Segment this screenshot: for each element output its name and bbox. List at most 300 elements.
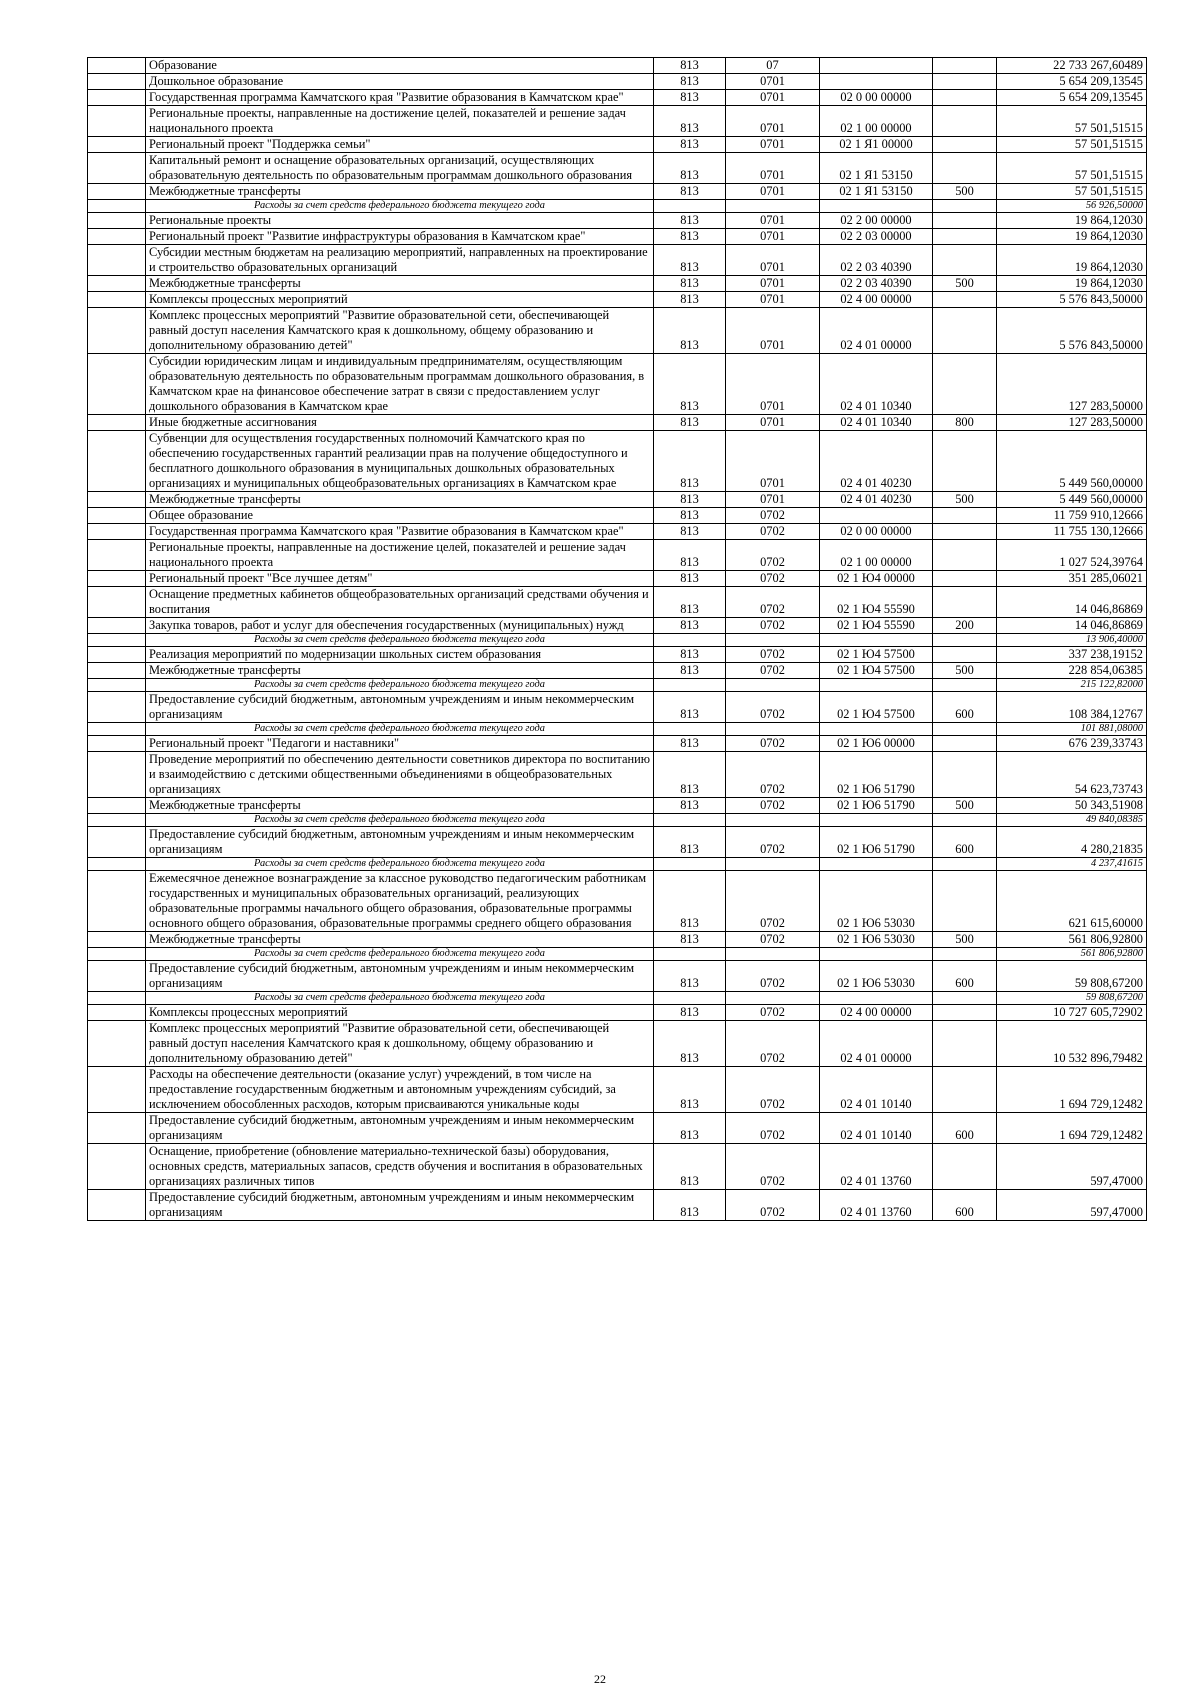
expense-type-cell — [933, 1021, 997, 1067]
table-row — [88, 647, 1147, 663]
expense-type-cell — [933, 814, 997, 827]
page-number: 22 — [594, 1672, 606, 1686]
item-name-cell: Капитальный ремонт и оснащение образовательных организаций, осуществляющих образовательную деятельность по образовательным программам дошкольного образования — [146, 153, 654, 184]
expense-type-cell — [933, 723, 997, 736]
grbs-code-cell: 813 — [654, 58, 726, 74]
amount-cell: 57 501,51515 — [997, 184, 1147, 200]
grbs-code-cell — [654, 948, 726, 961]
row-number-cell — [88, 618, 146, 634]
table-row — [88, 1144, 1147, 1190]
amount-cell: 5 576 843,50000 — [997, 308, 1147, 354]
table-row — [88, 508, 1147, 524]
row-number-cell — [88, 948, 146, 961]
table-row — [88, 871, 1147, 932]
amount-cell: 49 840,08385 — [997, 814, 1147, 827]
target-article-cell — [820, 679, 933, 692]
grbs-code-cell — [654, 200, 726, 213]
grbs-code-cell: 813 — [654, 90, 726, 106]
table-row — [88, 663, 1147, 679]
table-row — [88, 692, 1147, 723]
expense-type-cell — [933, 106, 997, 137]
section-code-cell: 0701 — [726, 308, 820, 354]
grbs-code-cell: 813 — [654, 540, 726, 571]
item-name-cell: Комплексы процессных мероприятий — [146, 1005, 654, 1021]
section-code-cell — [726, 814, 820, 827]
row-number-cell — [88, 679, 146, 692]
table-row — [88, 798, 1147, 814]
section-code-cell — [726, 992, 820, 1005]
table-row — [88, 1113, 1147, 1144]
item-name-cell: Государственная программа Камчатского края "Развитие образования в Камчатском крае" — [146, 524, 654, 540]
item-name-cell: Расходы за счет средств федерального бюджета текущего года — [146, 858, 654, 871]
expense-type-cell — [933, 354, 997, 415]
grbs-code-cell: 813 — [654, 736, 726, 752]
grbs-code-cell: 813 — [654, 492, 726, 508]
target-article-cell — [820, 992, 933, 1005]
section-code-cell: 0701 — [726, 137, 820, 153]
target-article-cell: 02 1 Ю6 00000 — [820, 736, 933, 752]
expense-type-cell — [933, 647, 997, 663]
item-name-cell: Региональные проекты, направленные на достижение целей, показателей и решение задач национального проекта — [146, 540, 654, 571]
target-article-cell: 02 1 Я1 53150 — [820, 153, 933, 184]
amount-cell: 57 501,51515 — [997, 137, 1147, 153]
section-code-cell: 0702 — [726, 1190, 820, 1221]
expense-type-cell: 600 — [933, 961, 997, 992]
table-row — [88, 618, 1147, 634]
table-row — [88, 308, 1147, 354]
table-row — [88, 153, 1147, 184]
target-article-cell: 02 1 00 00000 — [820, 540, 933, 571]
amount-cell: 59 808,67200 — [997, 961, 1147, 992]
table-row — [88, 276, 1147, 292]
amount-cell: 561 806,92800 — [997, 932, 1147, 948]
grbs-code-cell: 813 — [654, 647, 726, 663]
table-row — [88, 571, 1147, 587]
grbs-code-cell: 813 — [654, 245, 726, 276]
section-code-cell: 0702 — [726, 647, 820, 663]
amount-cell: 337 238,19152 — [997, 647, 1147, 663]
section-code-cell: 0702 — [726, 1113, 820, 1144]
section-code-cell: 0702 — [726, 524, 820, 540]
expense-type-cell: 500 — [933, 184, 997, 200]
amount-cell: 19 864,12030 — [997, 276, 1147, 292]
item-name-cell: Образование — [146, 58, 654, 74]
federal-funds-row — [88, 948, 1147, 961]
amount-cell: 5 449 560,00000 — [997, 492, 1147, 508]
row-number-cell — [88, 431, 146, 492]
grbs-code-cell: 813 — [654, 663, 726, 679]
target-article-cell: 02 4 01 40230 — [820, 431, 933, 492]
amount-cell: 351 285,06021 — [997, 571, 1147, 587]
amount-cell: 19 864,12030 — [997, 213, 1147, 229]
expense-type-cell: 600 — [933, 1113, 997, 1144]
section-code-cell: 0702 — [726, 571, 820, 587]
target-article-cell: 02 1 Ю6 51790 — [820, 827, 933, 858]
amount-cell: 1 027 524,39764 — [997, 540, 1147, 571]
expense-type-cell: 500 — [933, 798, 997, 814]
amount-cell: 14 046,86869 — [997, 587, 1147, 618]
amount-cell: 597,47000 — [997, 1190, 1147, 1221]
table-row — [88, 415, 1147, 431]
expense-type-cell — [933, 200, 997, 213]
item-name-cell: Расходы за счет средств федерального бюджета текущего года — [146, 679, 654, 692]
expense-type-cell — [933, 90, 997, 106]
grbs-code-cell: 813 — [654, 213, 726, 229]
item-name-cell: Расходы за счет средств федерального бюджета текущего года — [146, 723, 654, 736]
table-row — [88, 961, 1147, 992]
section-code-cell: 0701 — [726, 184, 820, 200]
target-article-cell: 02 4 01 00000 — [820, 1021, 933, 1067]
expense-type-cell — [933, 74, 997, 90]
row-number-cell — [88, 153, 146, 184]
target-article-cell: 02 1 Ю4 55590 — [820, 618, 933, 634]
section-code-cell: 0701 — [726, 106, 820, 137]
grbs-code-cell — [654, 858, 726, 871]
section-code-cell: 0702 — [726, 871, 820, 932]
amount-cell: 10 532 896,79482 — [997, 1021, 1147, 1067]
grbs-code-cell: 813 — [654, 106, 726, 137]
target-article-cell: 02 1 Я1 53150 — [820, 184, 933, 200]
target-article-cell — [820, 508, 933, 524]
section-code-cell: 0701 — [726, 229, 820, 245]
section-code-cell: 0702 — [726, 540, 820, 571]
section-code-cell: 0701 — [726, 354, 820, 415]
table-row — [88, 492, 1147, 508]
row-number-cell — [88, 663, 146, 679]
target-article-cell: 02 4 00 00000 — [820, 1005, 933, 1021]
table-row — [88, 213, 1147, 229]
grbs-code-cell: 813 — [654, 932, 726, 948]
grbs-code-cell: 813 — [654, 524, 726, 540]
expense-type-cell — [933, 1144, 997, 1190]
row-number-cell — [88, 213, 146, 229]
expense-type-cell — [933, 292, 997, 308]
item-name-cell: Ежемесячное денежное вознаграждение за классное руководство педагогическим работникам государственных и муниципальных образовательных организаций, реализующих образовательные программы начального общего образования, образовательные программы основного общего образования, образовательные программы среднего общего образования — [146, 871, 654, 932]
expense-type-cell — [933, 540, 997, 571]
item-name-cell: Расходы на обеспечение деятельности (оказание услуг) учреждений, в том числе на предоставление государственным бюджетным и автономным учреждениям субсидий, за исключением обособленных расходов, которым присваиваются уникальные коды — [146, 1067, 654, 1113]
table-row — [88, 1005, 1147, 1021]
target-article-cell: 02 1 Ю4 57500 — [820, 647, 933, 663]
item-name-cell: Региональный проект "Поддержка семьи" — [146, 137, 654, 153]
item-name-cell: Реализация мероприятий по модернизации школьных систем образования — [146, 647, 654, 663]
section-code-cell: 0701 — [726, 492, 820, 508]
expense-type-cell — [933, 245, 997, 276]
section-code-cell: 0702 — [726, 752, 820, 798]
row-number-cell — [88, 229, 146, 245]
expense-type-cell: 600 — [933, 827, 997, 858]
section-code-cell — [726, 723, 820, 736]
target-article-cell: 02 2 03 40390 — [820, 245, 933, 276]
item-name-cell: Оснащение предметных кабинетов общеобразовательных организаций средствами обучения и воспитания — [146, 587, 654, 618]
row-number-cell — [88, 58, 146, 74]
row-number-cell — [88, 571, 146, 587]
item-name-cell: Предоставление субсидий бюджетным, автономным учреждениям и иным некоммерческим организациям — [146, 692, 654, 723]
item-name-cell: Расходы за счет средств федерального бюджета текущего года — [146, 814, 654, 827]
row-number-cell — [88, 692, 146, 723]
amount-cell: 215 122,82000 — [997, 679, 1147, 692]
target-article-cell: 02 1 Ю6 53030 — [820, 961, 933, 992]
table-row — [88, 1021, 1147, 1067]
item-name-cell: Межбюджетные трансферты — [146, 184, 654, 200]
item-name-cell: Общее образование — [146, 508, 654, 524]
item-name-cell: Субсидии юридическим лицам и индивидуальным предпринимателям, осуществляющим образовательную деятельность по образовательным программам дошкольного образования, в Камчатском крае на финансовое обеспечение затрат в связи с предоставлением услуг дошкольного образования в Камчатском крае — [146, 354, 654, 415]
grbs-code-cell: 813 — [654, 798, 726, 814]
item-name-cell: Расходы за счет средств федерального бюджета текущего года — [146, 992, 654, 1005]
table-row — [88, 932, 1147, 948]
grbs-code-cell: 813 — [654, 1067, 726, 1113]
row-number-cell — [88, 508, 146, 524]
item-name-cell: Предоставление субсидий бюджетным, автономным учреждениям и иным некоммерческим организациям — [146, 1113, 654, 1144]
table-row — [88, 540, 1147, 571]
row-number-cell — [88, 587, 146, 618]
section-code-cell — [726, 858, 820, 871]
section-code-cell: 0701 — [726, 415, 820, 431]
target-article-cell: 02 4 00 00000 — [820, 292, 933, 308]
grbs-code-cell: 813 — [654, 871, 726, 932]
table-row — [88, 245, 1147, 276]
grbs-code-cell: 813 — [654, 1190, 726, 1221]
grbs-code-cell: 813 — [654, 571, 726, 587]
section-code-cell: 0702 — [726, 1067, 820, 1113]
expense-type-cell — [933, 1005, 997, 1021]
expense-type-cell — [933, 229, 997, 245]
section-code-cell: 0702 — [726, 1021, 820, 1067]
grbs-code-cell: 813 — [654, 153, 726, 184]
grbs-code-cell: 813 — [654, 229, 726, 245]
row-number-cell — [88, 524, 146, 540]
expense-type-cell — [933, 992, 997, 1005]
amount-cell: 14 046,86869 — [997, 618, 1147, 634]
row-number-cell — [88, 292, 146, 308]
target-article-cell: 02 2 03 00000 — [820, 229, 933, 245]
expense-type-cell — [933, 587, 997, 618]
target-article-cell: 02 0 00 00000 — [820, 524, 933, 540]
target-article-cell — [820, 200, 933, 213]
item-name-cell: Региональный проект "Педагоги и наставники" — [146, 736, 654, 752]
federal-funds-row — [88, 200, 1147, 213]
section-code-cell — [726, 948, 820, 961]
amount-cell: 4 237,41615 — [997, 858, 1147, 871]
grbs-code-cell: 813 — [654, 415, 726, 431]
expense-type-cell — [933, 524, 997, 540]
grbs-code-cell: 813 — [654, 692, 726, 723]
target-article-cell: 02 4 01 10340 — [820, 415, 933, 431]
row-number-cell — [88, 736, 146, 752]
table-row — [88, 58, 1147, 74]
grbs-code-cell: 813 — [654, 587, 726, 618]
row-number-cell — [88, 1005, 146, 1021]
section-code-cell: 07 — [726, 58, 820, 74]
target-article-cell: 02 1 Ю6 53030 — [820, 871, 933, 932]
federal-funds-row — [88, 634, 1147, 647]
target-article-cell: 02 1 Ю4 00000 — [820, 571, 933, 587]
grbs-code-cell: 813 — [654, 961, 726, 992]
row-number-cell — [88, 1144, 146, 1190]
amount-cell: 57 501,51515 — [997, 106, 1147, 137]
item-name-cell: Государственная программа Камчатского края "Развитие образования в Камчатском крае" — [146, 90, 654, 106]
federal-funds-row — [88, 723, 1147, 736]
expense-type-cell — [933, 308, 997, 354]
table-row — [88, 752, 1147, 798]
row-number-cell — [88, 90, 146, 106]
row-number-cell — [88, 961, 146, 992]
row-number-cell — [88, 723, 146, 736]
amount-cell: 13 906,40000 — [997, 634, 1147, 647]
table-row — [88, 736, 1147, 752]
target-article-cell: 02 4 01 13760 — [820, 1190, 933, 1221]
grbs-code-cell — [654, 679, 726, 692]
federal-funds-row — [88, 858, 1147, 871]
target-article-cell — [820, 858, 933, 871]
section-code-cell: 0701 — [726, 213, 820, 229]
amount-cell: 127 283,50000 — [997, 415, 1147, 431]
expense-type-cell: 500 — [933, 932, 997, 948]
expense-type-cell: 600 — [933, 1190, 997, 1221]
grbs-code-cell: 813 — [654, 184, 726, 200]
amount-cell: 59 808,67200 — [997, 992, 1147, 1005]
row-number-cell — [88, 1021, 146, 1067]
expense-type-cell — [933, 679, 997, 692]
expense-type-cell — [933, 948, 997, 961]
item-name-cell: Межбюджетные трансферты — [146, 663, 654, 679]
item-name-cell: Региональные проекты — [146, 213, 654, 229]
grbs-code-cell: 813 — [654, 354, 726, 415]
row-number-cell — [88, 106, 146, 137]
amount-cell: 597,47000 — [997, 1144, 1147, 1190]
table-row — [88, 827, 1147, 858]
target-article-cell: 02 4 01 40230 — [820, 492, 933, 508]
amount-cell: 11 759 910,12666 — [997, 508, 1147, 524]
grbs-code-cell: 813 — [654, 1005, 726, 1021]
row-number-cell — [88, 492, 146, 508]
expense-type-cell: 600 — [933, 692, 997, 723]
item-name-cell: Субсидии местным бюджетам на реализацию мероприятий, направленных на проектирование и строительство образовательных организаций — [146, 245, 654, 276]
row-number-cell — [88, 200, 146, 213]
amount-cell: 56 926,50000 — [997, 200, 1147, 213]
expense-type-cell — [933, 153, 997, 184]
section-code-cell: 0701 — [726, 276, 820, 292]
row-number-cell — [88, 308, 146, 354]
target-article-cell: 02 4 01 10140 — [820, 1113, 933, 1144]
item-name-cell: Комплекс процессных мероприятий "Развитие образовательной сети, обеспечивающей равный доступ населения Камчатского края к дошкольному, общему образованию и дополнительному образованию детей" — [146, 1021, 654, 1067]
expense-type-cell — [933, 571, 997, 587]
section-code-cell: 0702 — [726, 827, 820, 858]
expense-type-cell — [933, 137, 997, 153]
section-code-cell: 0702 — [726, 1005, 820, 1021]
section-code-cell: 0701 — [726, 153, 820, 184]
amount-cell: 54 623,73743 — [997, 752, 1147, 798]
expense-type-cell — [933, 58, 997, 74]
target-article-cell: 02 1 Ю4 57500 — [820, 663, 933, 679]
table-row — [88, 1190, 1147, 1221]
section-code-cell: 0702 — [726, 663, 820, 679]
table-row — [88, 90, 1147, 106]
row-number-cell — [88, 184, 146, 200]
row-number-cell — [88, 1067, 146, 1113]
row-number-cell — [88, 798, 146, 814]
table-row — [88, 354, 1147, 415]
target-article-cell — [820, 723, 933, 736]
table-row — [88, 292, 1147, 308]
row-number-cell — [88, 540, 146, 571]
grbs-code-cell: 813 — [654, 292, 726, 308]
row-number-cell — [88, 634, 146, 647]
section-code-cell — [726, 679, 820, 692]
item-name-cell: Закупка товаров, работ и услуг для обеспечения государственных (муниципальных) нужд — [146, 618, 654, 634]
amount-cell: 228 854,06385 — [997, 663, 1147, 679]
target-article-cell: 02 1 00 00000 — [820, 106, 933, 137]
section-code-cell: 0702 — [726, 736, 820, 752]
amount-cell: 621 615,60000 — [997, 871, 1147, 932]
section-code-cell: 0701 — [726, 245, 820, 276]
target-article-cell: 02 1 Ю6 51790 — [820, 798, 933, 814]
expense-type-cell — [933, 858, 997, 871]
grbs-code-cell: 813 — [654, 508, 726, 524]
grbs-code-cell: 813 — [654, 1144, 726, 1190]
section-code-cell: 0702 — [726, 798, 820, 814]
amount-cell: 11 755 130,12666 — [997, 524, 1147, 540]
row-number-cell — [88, 1190, 146, 1221]
section-code-cell: 0702 — [726, 618, 820, 634]
item-name-cell: Оснащение, приобретение (обновление материально-технической базы) оборудования, основных средств, материальных запасов, средств обучения и воспитания в образовательных организациях различных типов — [146, 1144, 654, 1190]
target-article-cell — [820, 634, 933, 647]
grbs-code-cell: 813 — [654, 308, 726, 354]
row-number-cell — [88, 74, 146, 90]
target-article-cell — [820, 948, 933, 961]
row-number-cell — [88, 354, 146, 415]
row-number-cell — [88, 137, 146, 153]
section-code-cell: 0702 — [726, 961, 820, 992]
amount-cell: 1 694 729,12482 — [997, 1067, 1147, 1113]
expense-type-cell — [933, 431, 997, 492]
expense-type-cell — [933, 871, 997, 932]
federal-funds-row — [88, 679, 1147, 692]
target-article-cell: 02 4 01 13760 — [820, 1144, 933, 1190]
amount-cell: 101 881,08000 — [997, 723, 1147, 736]
grbs-code-cell — [654, 723, 726, 736]
table-body — [88, 58, 1147, 1221]
row-number-cell — [88, 415, 146, 431]
row-number-cell — [88, 932, 146, 948]
row-number-cell — [88, 871, 146, 932]
expense-type-cell — [933, 508, 997, 524]
row-number-cell — [88, 827, 146, 858]
target-article-cell: 02 4 01 10140 — [820, 1067, 933, 1113]
amount-cell: 10 727 605,72902 — [997, 1005, 1147, 1021]
target-article-cell: 02 1 Ю6 51790 — [820, 752, 933, 798]
amount-cell: 22 733 267,60489 — [997, 58, 1147, 74]
amount-cell: 5 654 209,13545 — [997, 74, 1147, 90]
row-number-cell — [88, 858, 146, 871]
item-name-cell: Расходы за счет средств федерального бюджета текущего года — [146, 200, 654, 213]
section-code-cell — [726, 634, 820, 647]
target-article-cell: 02 1 Ю6 53030 — [820, 932, 933, 948]
target-article-cell: 02 1 Ю4 55590 — [820, 587, 933, 618]
row-number-cell — [88, 647, 146, 663]
row-number-cell — [88, 1113, 146, 1144]
table-row — [88, 74, 1147, 90]
target-article-cell: 02 0 00 00000 — [820, 90, 933, 106]
item-name-cell: Региональные проекты, направленные на достижение целей, показателей и решение задач национального проекта — [146, 106, 654, 137]
expense-type-cell: 500 — [933, 492, 997, 508]
table-row — [88, 524, 1147, 540]
grbs-code-cell: 813 — [654, 827, 726, 858]
table-row — [88, 431, 1147, 492]
section-code-cell: 0702 — [726, 508, 820, 524]
row-number-cell — [88, 752, 146, 798]
expense-type-cell — [933, 213, 997, 229]
grbs-code-cell: 813 — [654, 1021, 726, 1067]
